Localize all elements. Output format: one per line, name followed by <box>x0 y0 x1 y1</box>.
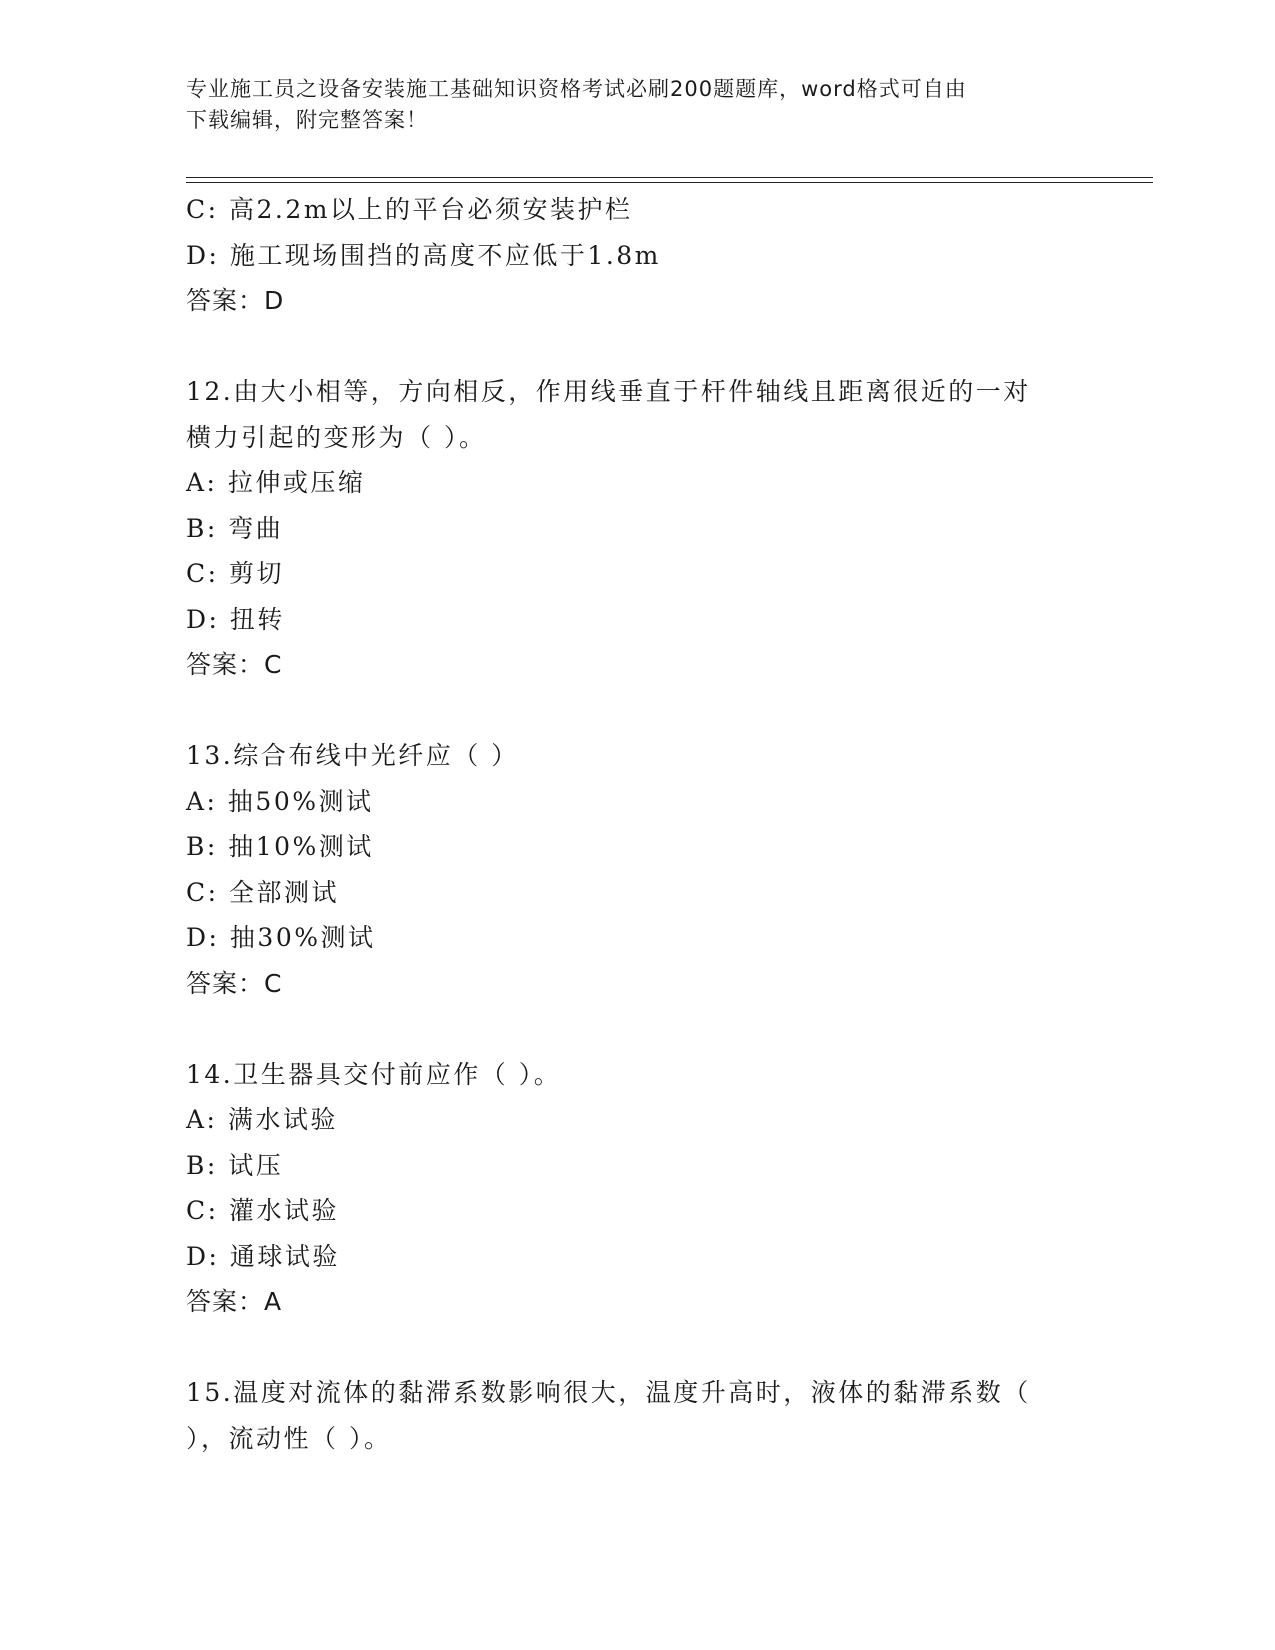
header-divider-top <box>186 177 1153 178</box>
header-divider-bottom <box>186 182 1153 183</box>
option-c: C: 灌水试验 <box>186 1196 339 1225</box>
option-c: C: 全部测试 <box>186 877 339 907</box>
answer: 答案：C <box>186 968 283 998</box>
header-line-2: 下载编辑，附完整答案！ <box>186 108 428 132</box>
answer: 答案：A <box>186 1287 283 1316</box>
question-stem-line: 14.卫生器具交付前应作（ ）。 <box>186 1059 562 1089</box>
option-a: A: 满水试验 <box>186 1105 338 1134</box>
question-14 <box>186 1052 1086 1325</box>
option-d: D: 扭转 <box>186 604 285 634</box>
question-13 <box>186 733 1086 1006</box>
option-b: B: 弯曲 <box>186 513 284 543</box>
option-d: D: 抽30%测试 <box>186 923 376 952</box>
answer: 答案：D <box>186 286 285 315</box>
question-stem-line: 12.由大小相等，方向相反，作用线垂直于杆件轴线且距离很近的一对 <box>186 377 1031 406</box>
question-stem-line: ），流动性（ ）。 <box>186 1423 392 1453</box>
question-15 <box>186 1370 1086 1461</box>
spacer <box>186 688 1086 734</box>
option-d: D: 施工现场围挡的高度不应低于1.8m <box>186 240 661 270</box>
option-d: D: 通球试验 <box>186 1241 340 1271</box>
answer: 答案：C <box>186 650 283 679</box>
header-line-1: 专业施工员之设备安装施工基础知识资格考试必刷200题题库，word格式可自由 <box>186 77 967 101</box>
question-stem-line: 13.综合布线中光纤应（ ） <box>186 741 519 770</box>
option-a: A: 拉伸或压缩 <box>186 468 366 497</box>
spacer <box>186 1325 1086 1371</box>
option-c: C: 剪切 <box>186 559 284 588</box>
document-header <box>186 74 1076 136</box>
option-b: B: 抽10%测试 <box>186 832 374 861</box>
question-list <box>186 187 1086 1461</box>
question-stem-line: 横力引起的变形为（ ）。 <box>186 422 487 452</box>
question-11-tail <box>186 187 1086 324</box>
option-a: A: 抽50%测试 <box>186 786 374 816</box>
spacer <box>186 1006 1086 1052</box>
option-b: B: 试压 <box>186 1150 284 1180</box>
option-c: C: 高2.2m以上的平台必须安装护栏 <box>186 195 633 224</box>
question-12 <box>186 369 1086 688</box>
spacer <box>186 324 1086 370</box>
question-stem-line: 15.温度对流体的黏滞系数影响很大，温度升高时，液体的黏滞系数（ <box>186 1378 1031 1407</box>
